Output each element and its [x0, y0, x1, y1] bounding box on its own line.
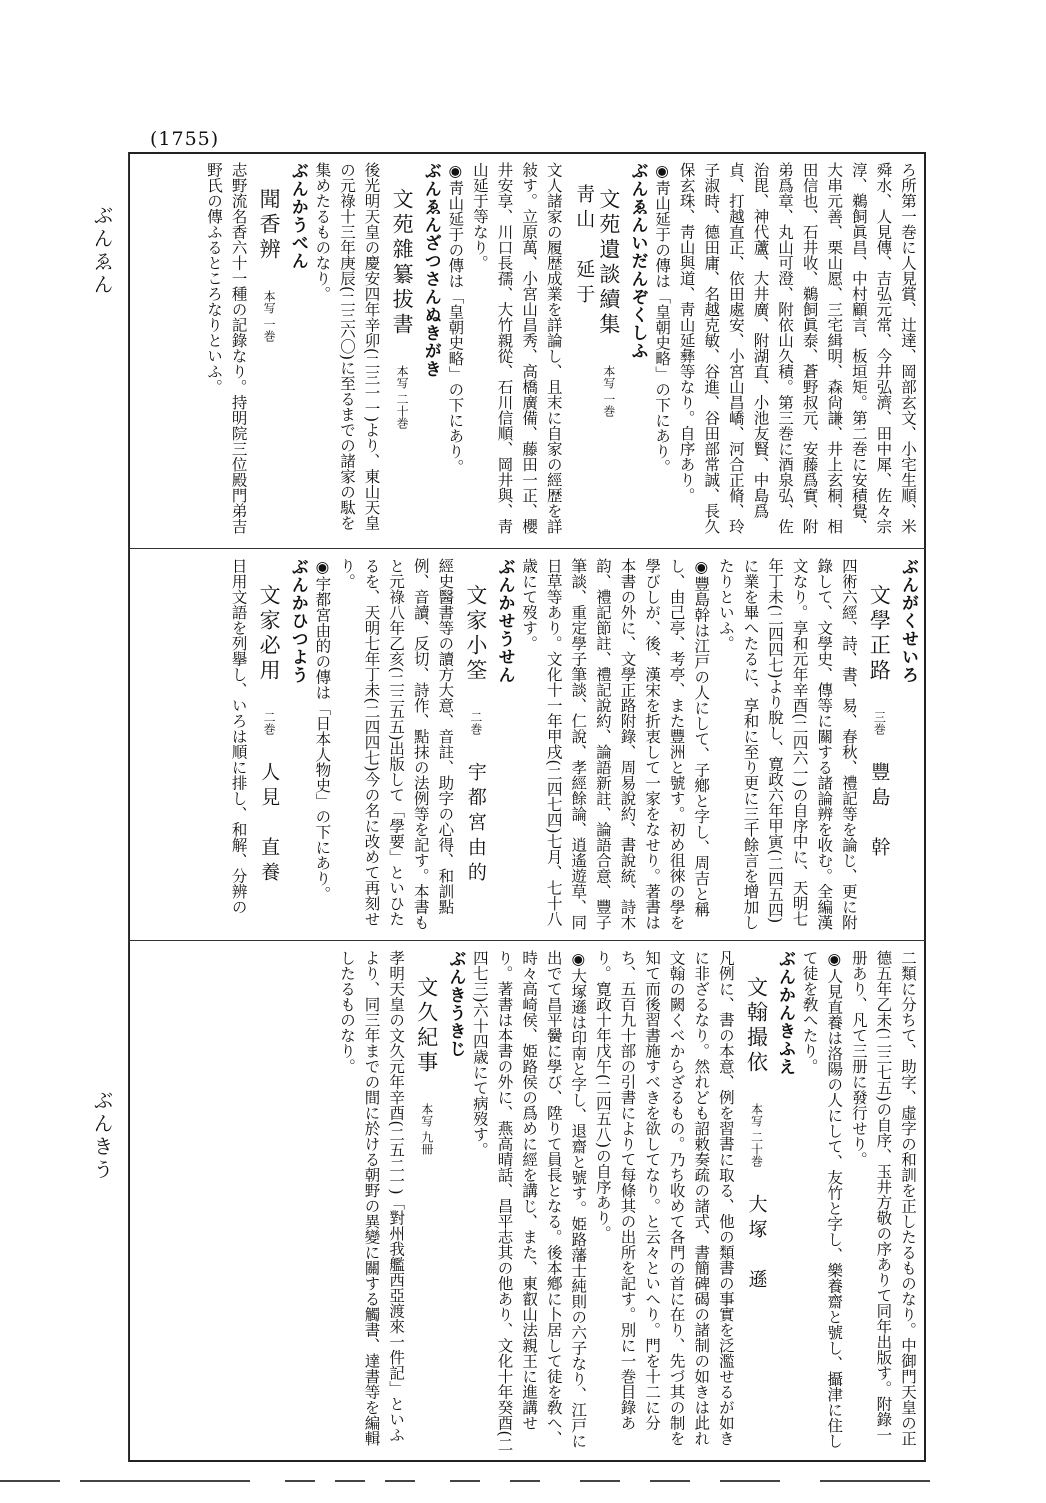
entry-body: 志野流名香六十一種の記錄なり。持明院三位殿門弟吉野氏の傳ふるところなりといふ。	[204, 162, 248, 534]
entry-body: 經史醫書等の讀方大意、音註、助字の心得、和訓點例、音讀、反切、詩作、點抹の法例等を記す。本書もと元祿八年乙亥(二三五五)出版して「學要」といひたるを、天明七年丁未(二四四七)今の名に改めて再刻せり。	[337, 558, 455, 930]
entry-title-line	[463, 558, 488, 932]
entry-volume: 三巻	[872, 710, 887, 735]
biographical-note: ◉靑山延于の傳は「皇朝史略」の下にあり。	[446, 162, 465, 475]
page-number: (1755)	[150, 128, 220, 150]
bottom-panel	[140, 950, 920, 1454]
middle-panel	[140, 558, 920, 932]
entry-author: 靑山 延于	[573, 184, 596, 309]
index-label-lower: ぶんきう	[90, 1090, 114, 1182]
entry-title-line	[390, 162, 415, 540]
entry-reading: ぶんゑんざつさんぬきがき	[420, 162, 441, 378]
entry-body: 四術六經、詩、書、易、春秋、禮記等を論じ、更に附錄して、文學史、傳等に關する諸論辨を收む。全編漢文なり。享和元年辛酉(二四六一)の自序中に、天明七年丁未(二四四七)より脫し、寛政六年甲寅(二四五四)に業を畢へたるに、享和に至り更に三千餘言を增加したりといふ。	[716, 558, 858, 930]
entry-volume: 本写 一巻	[601, 364, 616, 417]
entry-title-line	[257, 162, 282, 540]
entry-volume: 本写 二十巻	[749, 1102, 764, 1167]
entry-title-line	[257, 558, 282, 932]
entry-reading: ぶんかせうせん	[494, 558, 515, 684]
entry-reading: ぶんかひつよう	[287, 558, 308, 684]
index-label-upper: ぶんゑん	[90, 205, 114, 297]
entry-body: 後光明天皇の慶安四年辛卯(二三一一)より、東山天皇の元祿十三年庚辰(二三六〇)に至るまでの諸家の駄を集めたるものなり。	[313, 162, 381, 531]
entry-title: 文苑遺談續集	[596, 188, 621, 338]
entry-title: 文學正路	[867, 584, 892, 684]
entry-title: 文久紀事	[414, 976, 439, 1076]
entry-body: 日用文語を列擧し、いろは順に排し、和解、分辨の	[229, 558, 248, 915]
biographical-note: ◉人見直養は洛陽の人にして、友竹と字し、樂養齋と號し、攝津に住して徒を敎へたり。	[800, 950, 844, 1449]
biographical-note: ◉靑山延于の傳は「皇朝史略」の下にあり。	[653, 162, 672, 475]
entry-title-line	[414, 950, 439, 1454]
panel-divider-bottom	[128, 940, 926, 941]
entry-reading: ぶんゑんいだんぞくしふ	[627, 162, 648, 360]
entry-author: 宇都宮由的	[464, 761, 487, 887]
entry-title-line	[744, 950, 769, 1454]
entry-volume: 本写 九冊	[419, 1102, 434, 1155]
entry-title: 文翰撮依	[744, 976, 769, 1076]
entry-title: 文家必用	[257, 584, 282, 684]
entry-title: 文苑雜纂拔書	[390, 188, 415, 338]
biographical-note: ◉宇都宮由的の傳は「日本人物史」の下にあり。	[313, 558, 332, 902]
panel-divider-top	[128, 548, 926, 549]
entry-title-line	[867, 558, 892, 932]
entry-reading: ぶんかうべん	[287, 162, 308, 270]
entry-title: 文家小筌	[463, 584, 488, 684]
entry-body: 孝明天皇の文久元年辛酉(二五二一)「對州我艦西亞渡來一件記」といふより、同三年までの間に於ける朝野の異變に關する觸書、達書等を編輯したるものなり。	[337, 950, 406, 1446]
entry-body: 凡例に、書の本意、例を習書に取る、他の類書の事實を泛濫せるが如きに非ざるなり。然れども詔敕奏疏の諸式、書簡碑碣の諸制の如きは此れ文翰の闕くべからざるもの。乃ち收めて各門の首に在り、先づ其の制を知て而後習書施すべきを欲してなり。と云々といへり。門を十二に分ち、五百九十部の引書によりて每條其の出所を記す。別に一巻目錄あり。寛政十年戊午(二四五八)の自序あり。	[593, 950, 735, 1446]
entry-body: 文人諸家の履歴成業を詳論し、且末に自家の經歴を詳敍す。立原萬、小宮山昌秀、高橋廣備、藤田一正、櫻井安享、川口長孺、大竹親從、石川信順、岡井與、靑山延于等なり。	[470, 162, 563, 534]
entry-volume: 二巻	[468, 710, 483, 735]
entry-volume: 本写 一巻	[262, 289, 277, 342]
biographical-note: ◉豐島幹は江戸の人にして、子鄕と字し、周吉と稱し、由己亭、考亭、また豐洲と號す。初め徂徠の學を學びしが、後、漢宋を折衷して一家をなせり。著書は本書の外に、文學正路附錄、周易說約、書說統、詩木韵、禮記節註、禮記說約、論語新註、論語合意、豐子筆談、重定學子筆談、仁說、孝經餘論、逍遙遊草、同日草等あり。文化十一年甲戌(二四七四)七月、七十八歳にて歿す。	[520, 558, 711, 930]
top-panel	[140, 162, 920, 540]
entry-author: 人見 直養	[258, 761, 281, 887]
entry-title: 聞香辨	[257, 188, 282, 263]
entry-author: 豐島 幹	[868, 761, 891, 862]
biographical-note: ◉大塚遜は印南と字し、退齋と號す。姫路藩士純則の六子なり、江戸に出でて昌平黌に學び、陞りて員長となる。後本鄕に卜居して徒を敎へ、時々高崎侯、姫路侯の爲めに經を講じ、また、東叡山法親王に進講せり。著書は本書の外に、燕高晴話、昌平志其の他あり、文化十年癸酉(二四七三)六十四歳にて病歿す。	[470, 950, 588, 1453]
entry-volume: 二巻	[262, 710, 277, 735]
entry-reading: ぶんきうきじ	[445, 950, 466, 1058]
bottom-scan-dashes	[0, 1480, 1046, 1484]
entry-author: 大塚 遜	[745, 1193, 768, 1294]
index-column-rule	[128, 152, 129, 1462]
entry-reading: ぶんがくせいろ	[898, 558, 918, 684]
entry-volume: 本写 二十巻	[395, 364, 410, 429]
continued-text: ろ所第一巻に人見賞、辻達、岡部玄文、小宅生順、米舜水、人見傳、吉弘元常、今井弘濟、田中犀、佐々宗淳、鵜飼眞昌、中村顧言、板垣矩。第二巻に安積覺、大串元善、栗山愿、三宅緝明、森尙謙、井上玄桐、相田信也、石井收、鵜飼眞泰、蒼野叔元、安藤爲實、附弟爲章、丸山可澄、附依山久積。第三巻に酒泉弘、佐治毘、神代蘆、大井廣、附湖直、小池友賢、中島爲貞、打越直正、依田處安、小宮山昌嶠、河合正脩、玲子淑時、德田庸、名越克敏、谷進、谷田部常誠、長久保玄珠、靑山與道、靑山延彝等なり。自序あり。	[677, 162, 917, 534]
entry-title-line	[572, 162, 621, 540]
continued-text: 二類に分ちて、助字、虛字の和訓を正したるものなり。中御門天皇の正德五年乙未(二三七五)の自序、玉井方敬の序ありて同年出版す。附錄一册あり、凡て三册に發行せり。	[849, 950, 917, 1446]
entry-reading: ぶんかんきふえ	[775, 950, 796, 1076]
